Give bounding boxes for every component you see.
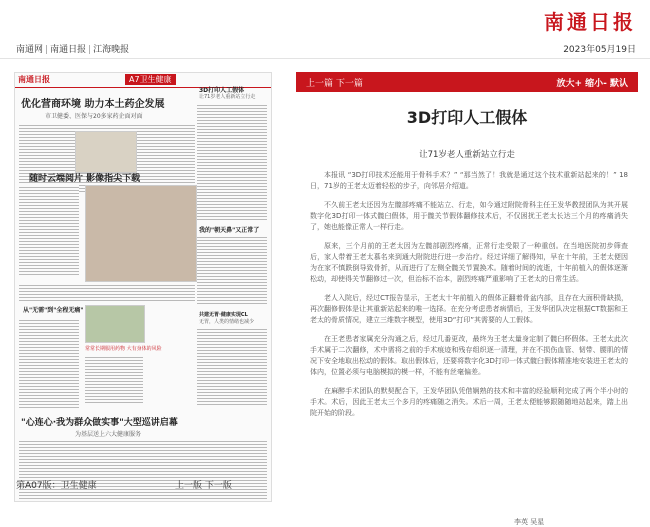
article-author: 李英 吴星 bbox=[514, 518, 545, 526]
paper-right-head[interactable]: 3D打印人工假体 bbox=[199, 87, 245, 94]
paper-headline-2[interactable]: 随时云端阅片 影像指尖下载 bbox=[29, 174, 141, 184]
paper-subhead: 市卫健委、医保与20多家药企面对面 bbox=[45, 113, 143, 120]
link-nantong-daily[interactable]: 南通日报 bbox=[50, 45, 87, 55]
paper-text-block bbox=[19, 318, 79, 408]
nav-row bbox=[0, 38, 650, 59]
paper-text-block bbox=[197, 327, 267, 407]
brand-logo: 南通日报 bbox=[544, 10, 636, 34]
page-nav[interactable]: 上一版 下一版 bbox=[175, 481, 232, 491]
article-title: 3D打印人工假体 bbox=[406, 108, 528, 127]
article-prev-next[interactable]: 上一篇 下一篇 bbox=[306, 79, 363, 89]
paper-text-block bbox=[85, 355, 143, 405]
article-body bbox=[310, 170, 628, 427]
paper-text-block bbox=[19, 185, 79, 275]
paper-lower-mid-head: 常常长期服用药物 大有身体的风险 bbox=[85, 346, 162, 352]
article-toolbar bbox=[296, 72, 638, 92]
article-paragraph: 本报讯 “3D打印技术还能用于骨科手术？” “那当然了！我就是通过这个技术重新站起来的！” 18日，71岁的王老太迈着轻松的步子，向邻居介绍道。 bbox=[310, 171, 628, 190]
paper-page-tag: A7卫生健康 bbox=[125, 74, 176, 85]
zoom-controls[interactable]: 放大+ 缩小- 默认 bbox=[556, 79, 628, 89]
link-nantong-net[interactable]: 南通网 bbox=[16, 45, 44, 55]
article-paragraph: 原来，三个月前的王老太因为左髋部剧烈疼痛，正常行走受限了一种重创。在当地医院初步筛查后，家人带着王老太慕名来到通大附院进行进一步治疗。经过详细了解得知，早在十年前，王老太便因为在家不慎跌倒导致骨折，从而进行了左侧全髋关节置换术。随着时间的流逝，十年前植入的假体逐渐松动，却使得关节翻修过一次，但治标不治本，剧烈疼痛严重影响了王老太的日常生活。 bbox=[310, 242, 628, 283]
issue-date: 2023年05月19日 bbox=[563, 45, 636, 55]
paper-lower-left-head[interactable]: 从"无需"到"全程无痛" bbox=[23, 307, 84, 314]
paper-photo bbox=[75, 131, 137, 173]
article-paragraph: 不久前王老太还因为左髋部疼痛不能站立、行走，如今通过附院骨科主任王发华教授团队为其开展数字化3D打印一体式髋臼假体，用于髋关节假体翻修技术后，不仅困扰王老太长达三个月的疼痛消失了，她也能像正常人一样行走。 bbox=[310, 201, 628, 231]
link-jianghai-evening[interactable]: 江海晚报 bbox=[93, 45, 130, 55]
paper-photo-hospital bbox=[85, 185, 197, 282]
site-links: 南通网 | 南通日报 | 江海晚报 bbox=[16, 45, 130, 55]
article-panel bbox=[296, 72, 638, 526]
paper-text-block bbox=[197, 235, 267, 305]
top-header bbox=[0, 0, 650, 38]
page-label: 第A07版：卫生健康 bbox=[16, 481, 97, 491]
paper-right-sub: 让71岁老人重新站立行走 bbox=[199, 94, 256, 100]
paper-logo: 南通日报 bbox=[18, 75, 50, 84]
paper-bottom-sub: 为基层送上六大健康服务 bbox=[75, 431, 142, 438]
article-subtitle: 让71岁老人重新站立行走 bbox=[419, 150, 515, 160]
article-paragraph: 在麻醉手术团队的默契配合下，王发华团队凭借娴熟的技术和丰富的经验顺利完成了两个半小时的手术。术后，因此王老太三个多月的疼痛随之消失。术后一周，王老太便能够跟随随地站起来，踏上出院开始的阶段。 bbox=[310, 387, 628, 417]
article-paragraph: 老人入院后，经过CT报告显示，王老太十年前植入的假体正翻着骨盆内部，且存在大面积骨缺损，再次翻修假体是让其重新站起来的唯一选择。在充分考虑患者病情后，王发华团队决定根据CT数据和王老太的骨质情况，建立三维数字模型，使用3D“打印”其需要的人工假体。 bbox=[310, 294, 628, 324]
paper-headline[interactable]: 优化营商环境 助力本土药企发展 bbox=[21, 99, 165, 110]
paper-bottom-head[interactable]: "心连心·我为群众做实事"大型巡讲启幕 bbox=[21, 418, 178, 428]
paper-text-block bbox=[197, 103, 267, 221]
paper-text-block bbox=[19, 283, 195, 303]
paper-mid-right-head[interactable]: 我的"朝天鼻"又正常了 bbox=[199, 227, 260, 234]
paper-lower-right-head[interactable]: 共建无胃·健康实现CL bbox=[199, 312, 248, 318]
paper-lower-right-sub: 无胃，人类的情绪也减少 bbox=[199, 319, 255, 325]
newspaper-page-preview[interactable] bbox=[14, 72, 272, 502]
article-paragraph: 在王老患者家属充分沟通之后，经过几番更改，最终为王老太量身定制了髋臼杯假体。王老太此次手术属于二次翻修，术中需将之前的手术痕迹和残存组织逐一清理，并在不损伤血管、韧带、腰肌的情况下安全地取出松动的假体。取出假体后，还要将数字化3D打印一体式髋臼假体精准地安装进王老太的体内，位置必须与电脑模拟的模一样，不能有丝毫偏差。 bbox=[310, 335, 628, 376]
paper-photo-2 bbox=[85, 305, 145, 343]
